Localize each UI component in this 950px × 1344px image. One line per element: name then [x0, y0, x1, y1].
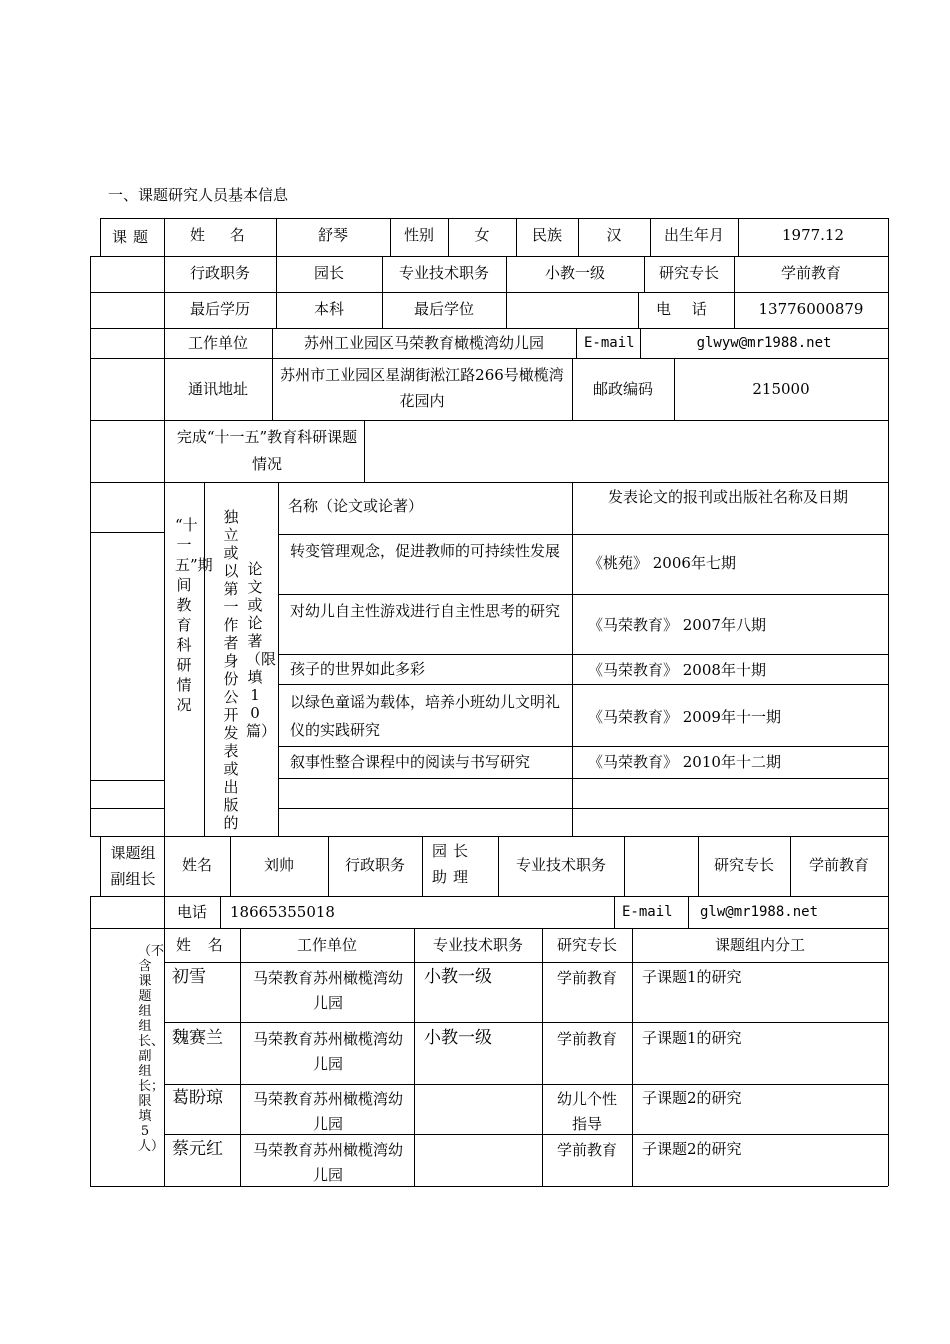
deputy-name: 刘帅 — [263, 856, 294, 874]
member-prof: 小教一级 — [424, 1028, 492, 1048]
name-label: 姓 名 — [190, 226, 255, 244]
gender-value: 女 — [474, 226, 490, 244]
member-unit: 马荣教育苏州橄榄湾幼儿园 — [252, 969, 403, 1012]
leader-side-label: 课题 — [112, 228, 155, 246]
deputy-side-label: 课题组副组长 — [110, 844, 156, 888]
specialty-label: 研究专长 — [658, 264, 719, 282]
deputy-admin-label: 行政职务 — [344, 856, 405, 874]
admin-value: 园长 — [313, 264, 344, 282]
paper-journal: 《桃苑》 2006年七期 — [588, 554, 736, 572]
paper-title: 转变管理观念，促进教师的可持续性发展 — [290, 542, 561, 560]
admin-label: 行政职务 — [189, 264, 250, 282]
edu-value: 本科 — [313, 300, 344, 318]
members-col-prof: 专业技术职务 — [432, 936, 523, 954]
col-paper-title: 名称（论文或论著） — [288, 497, 424, 515]
member-role: 子课题2的研究 — [642, 1140, 742, 1158]
ethnic-label: 民族 — [531, 226, 562, 244]
prof-value: 小教一级 — [544, 264, 605, 282]
deputy-name-label: 姓名 — [181, 856, 212, 874]
deputy-email: glw@mr1988.net — [700, 904, 819, 920]
phone-label: 电 话 — [656, 300, 715, 318]
postcode-value: 215000 — [752, 380, 810, 398]
member-role: 子课题1的研究 — [642, 1029, 742, 1047]
edu-label: 最后学历 — [189, 300, 250, 318]
paper-title: 对幼儿自主性游戏进行自主性思考的研究 — [290, 602, 561, 620]
paper-title: 孩子的世界如此多彩 — [290, 660, 426, 678]
member-prof: 小教一级 — [424, 967, 492, 987]
section-title: 一、课题研究人员基本信息 — [108, 186, 289, 204]
members-col-name: 姓 名 — [176, 936, 229, 954]
members-col-specialty: 研究专长 — [556, 936, 617, 954]
paper-journal: 《马荣教育》 2007年八期 — [588, 616, 766, 634]
paper-journal: 《马荣教育》 2008年十期 — [588, 661, 766, 679]
member-unit: 马荣教育苏州橄榄湾幼儿园 — [252, 1090, 403, 1133]
members-col-unit: 工作单位 — [296, 936, 357, 954]
email-label: E-mail — [584, 335, 635, 351]
birth-value: 1977.12 — [781, 226, 845, 244]
publication-scope-label: 独立或以第一作者身份公开发表或出版的 — [223, 508, 239, 832]
member-name: 葛盼琼 — [172, 1088, 223, 1108]
deputy-email-label: E-mail — [622, 904, 673, 920]
address-label: 通讯地址 — [187, 380, 248, 398]
gender-label: 性别 — [403, 226, 434, 244]
member-specialty: 学前教育 — [556, 1141, 617, 1159]
address-value: 苏州市工业园区星湖街淞江路266号橄榄湾花园内 — [280, 366, 564, 410]
paper-title: 叙事性整合课程中的阅读与书写研究 — [290, 753, 531, 771]
member-name: 魏赛兰 — [172, 1028, 223, 1048]
member-specialty: 学前教育 — [556, 969, 617, 987]
work-label: 工作单位 — [187, 334, 248, 352]
members-col-role: 课题组内分工 — [714, 936, 805, 954]
completed-projects-label: 完成“十一五”教育科研课题情况 — [176, 428, 358, 473]
email-value: glwyw@mr1988.net — [696, 335, 832, 351]
phone-value: 13776000879 — [758, 300, 864, 318]
members-side-label: （不含课题组组长、副组长；限填5人） — [138, 944, 165, 1154]
deputy-phone: 18665355018 — [230, 903, 335, 921]
period-label: “十一五”期间教育科研情况 — [175, 516, 213, 714]
member-unit: 马荣教育苏州橄榄湾幼儿园 — [252, 1141, 403, 1184]
work-value: 苏州工业园区马荣教育橄榄湾幼儿园 — [303, 334, 544, 352]
specialty-value: 学前教育 — [780, 264, 841, 282]
deputy-specialty-value: 学前教育 — [808, 856, 869, 874]
birth-label: 出生年月 — [663, 226, 724, 244]
leader-name: 舒琴 — [317, 226, 348, 244]
prof-label: 专业技术职务 — [398, 264, 489, 282]
deputy-specialty-label: 研究专长 — [713, 856, 774, 874]
paper-journal: 《马荣教育》 2009年十一期 — [588, 708, 781, 726]
member-role: 子课题1的研究 — [642, 968, 742, 986]
papers-limit-label: 论文或论著（限填10篇） — [246, 560, 277, 740]
col-publisher: 发表论文的报刊或出版社名称及日期 — [607, 488, 848, 506]
degree-label: 最后学位 — [413, 300, 474, 318]
member-role: 子课题2的研究 — [642, 1089, 742, 1107]
member-name: 初雪 — [172, 967, 206, 987]
deputy-admin-value: 园长助理 — [432, 842, 475, 886]
paper-journal: 《马荣教育》 2010年十二期 — [588, 753, 781, 771]
deputy-prof-label: 专业技术职务 — [515, 856, 606, 874]
ethnic-value: 汉 — [606, 226, 622, 244]
member-specialty: 学前教育 — [556, 1030, 617, 1048]
member-unit: 马荣教育苏州橄榄湾幼儿园 — [252, 1030, 403, 1073]
member-specialty: 幼儿个性指导 — [556, 1090, 617, 1133]
paper-title: 以绿色童谣为载体，培养小班幼儿文明礼仪的实践研究 — [290, 693, 561, 739]
deputy-phone-label: 电话 — [176, 903, 207, 921]
member-name: 蔡元红 — [172, 1139, 223, 1159]
postcode-label: 邮政编码 — [592, 380, 653, 398]
